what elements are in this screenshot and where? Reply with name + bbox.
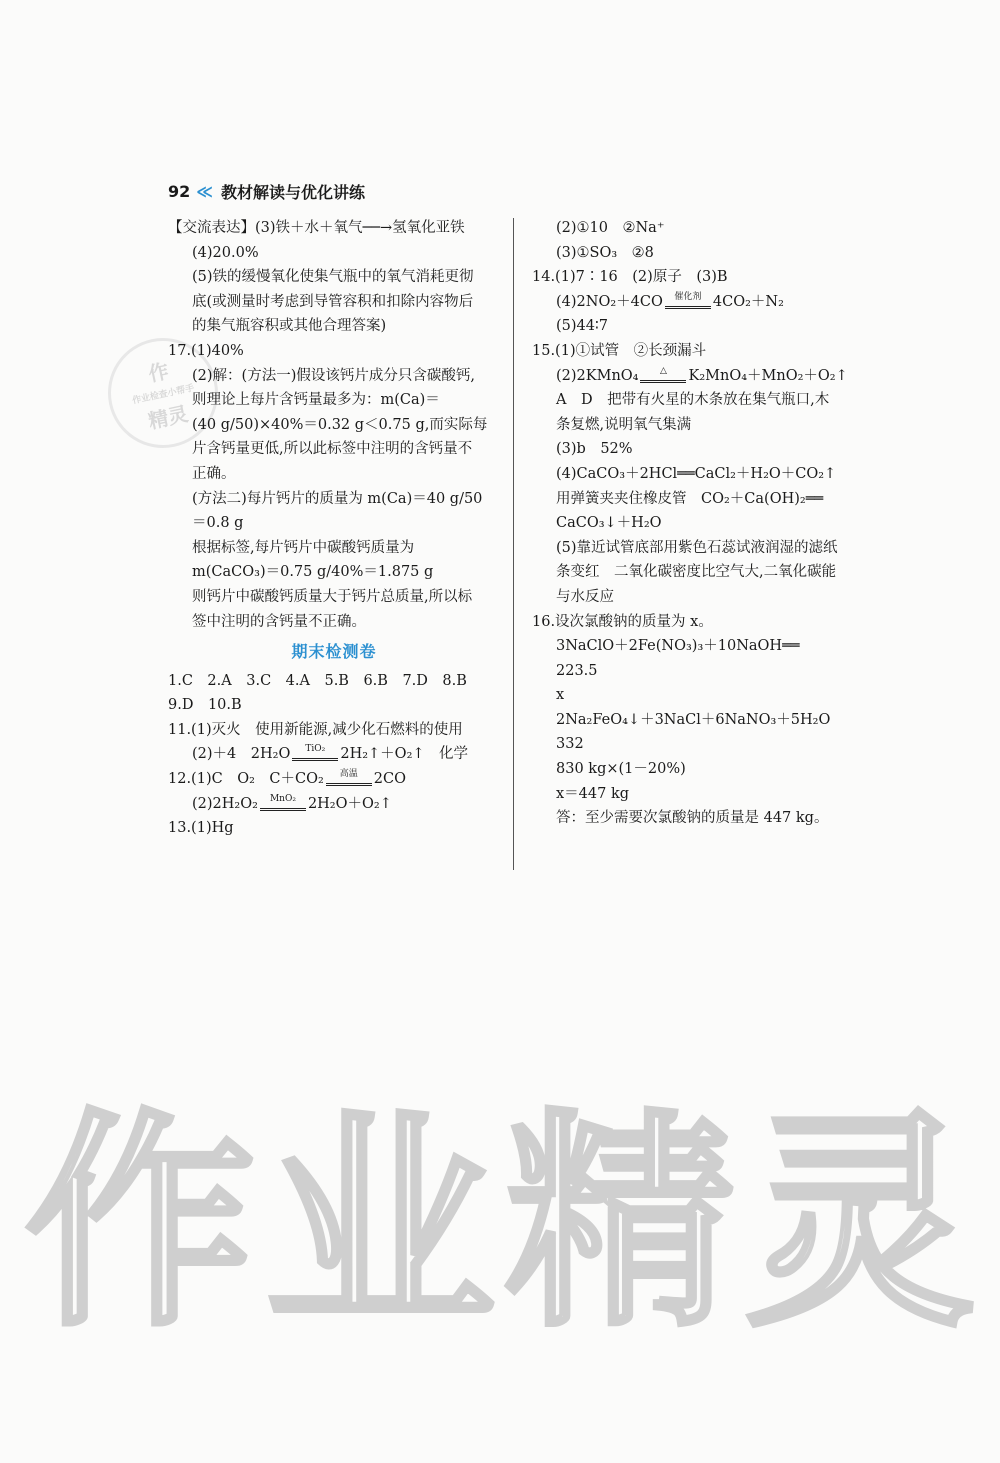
answer-line: 的集气瓶容积或其他合理答案): [192, 318, 387, 335]
answer-line: (5)44∶7: [556, 318, 608, 335]
equation-line: (2)2KMnO₄ △ K₂MnO₄＋MnO₂＋O₂↑: [556, 365, 848, 384]
answer-line: 与水反应: [556, 588, 614, 605]
reaction-condition: 高温: [326, 771, 372, 786]
answer-line: 用弹簧夹夹住橡皮管 CO₂＋Ca(OH)₂══: [556, 490, 824, 507]
answer-line: 14.(1)7∶16 (2)原子 (3)B: [532, 269, 728, 286]
answer-line: 17.(1)40%: [168, 342, 244, 359]
page-number: 92: [168, 182, 191, 201]
answer-line: 3NaClO＋2Fe(NO₃)₃＋10NaOH══: [556, 638, 800, 655]
answer-line: (3)b 52%: [556, 441, 633, 458]
answer-line: 332: [556, 736, 584, 753]
answer-line: 则理论上每片含钙量最多为：m(Ca)＝: [192, 392, 440, 409]
answer-line: 根据标签,每片钙片中碳酸钙质量为: [192, 539, 415, 556]
answer-line: (40 g/50)×40%＝0.32 g＜0.75 g,而实际每: [192, 416, 488, 433]
equation-line: (2)2H₂O₂ $^{MnO_2}$ 2H₂O＋O₂↑: [192, 793, 392, 812]
answer-line: 15.(1)①试管 ②长颈漏斗: [532, 342, 707, 359]
answer-line: m(CaCO₃)＝0.75 g/40%＝1.875 g: [192, 564, 434, 581]
equation-line: (2)＋4 2H₂O $^{TiO_2}$ 2H₂↑＋O₂↑ 化学: [192, 744, 469, 763]
answer-line: 16.设次氯酸钠的质量为 x。: [532, 613, 713, 630]
answer-line: (5)靠近试管底部用紫色石蕊试液润湿的滤纸: [556, 539, 838, 556]
answer-line: 条复燃,说明氧气集满: [556, 416, 692, 433]
answer-line: 正确。: [192, 465, 236, 482]
answer-line: 830 kg×(1－20%): [556, 761, 686, 778]
answer-line: 则钙片中碳酸钙质量大于钙片总质量,所以标: [192, 588, 473, 605]
answer-line: 【交流表达】(3)铁＋水＋氧气──→氢氧化亚铁: [168, 220, 465, 236]
reaction-condition: MnO₂: [260, 796, 306, 811]
answer-line: (4)CaCO₃＋2HCl══CaCl₂＋H₂O＋CO₂↑: [556, 465, 837, 482]
answer-line: 223.5: [556, 662, 598, 679]
reaction-condition: △: [640, 368, 686, 383]
stamp-watermark: 作 作业检查小帮手 精灵: [98, 328, 228, 458]
left-column: [168, 216, 500, 841]
answer-line: 1.C 2.A 3.C 4.A 5.B 6.B 7.D 8.B: [168, 672, 467, 689]
answer-line: 13.(1)Hg: [168, 820, 234, 837]
answer-line: 9.D 10.B: [168, 697, 242, 714]
answer-line: 答：至少需要次氯酸钠的质量是 447 kg。: [556, 810, 829, 827]
reaction-condition: 催化剂: [665, 294, 711, 309]
answer-line: 签中注明的含钙量不正确。: [192, 613, 366, 630]
right-column: [532, 216, 862, 831]
answer-line: ＝0.8 g: [192, 515, 244, 532]
reaction-condition: TiO₂: [292, 746, 338, 761]
answer-line: 片含钙量更低,所以此标签中注明的含钙量不: [192, 441, 473, 458]
answer-line: 条变红 二氧化碳密度比空气大,二氧化碳能: [556, 564, 837, 581]
page-header: [168, 180, 365, 203]
equation-line: (4)2NO₂＋4CO $^{催化剂}$ 4CO₂＋N₂: [556, 291, 784, 310]
answer-line: x＝447 kg: [556, 785, 630, 802]
answer-line: 11.(1)灭火 使用新能源,减少化石燃料的使用: [168, 721, 463, 738]
section-title: 期末检测卷: [291, 642, 377, 662]
answer-line: 2Na₂FeO₄↓＋3NaCl＋6NaNO₃＋5H₂O: [556, 711, 831, 728]
large-watermark: 作 业 精 灵: [24, 1091, 975, 1358]
answer-line: x: [556, 687, 565, 704]
answer-line: A D 把带有火星的木条放在集气瓶口,木: [556, 392, 830, 409]
equation-line: 12.(1)C O₂ C＋CO₂ $^{高温}$ 2CO: [168, 769, 407, 788]
answer-line: (5)铁的缓慢氧化使集气瓶中的氧气消耗更彻: [192, 269, 474, 286]
answer-line: CaCO₃↓＋H₂O: [556, 515, 662, 532]
answer-line: (3)①SO₃ ②8: [556, 244, 654, 261]
answer-line: (2)①10 ②Na⁺: [556, 220, 665, 236]
answer-line: (4)20.0%: [192, 244, 259, 261]
book-title: 教材解读与优化讲练: [221, 183, 366, 202]
column-divider: [513, 218, 514, 870]
double-chevron-icon: ≪: [196, 182, 214, 201]
answer-line: (2)解：(方法一)假设该钙片成分只含碳酸钙,: [192, 367, 475, 384]
answer-line: 底(或测量时考虑到导管容积和扣除内容物后: [192, 293, 474, 310]
answer-line: (方法二)每片钙片的质量为 m(Ca)＝40 g/50: [192, 490, 483, 507]
